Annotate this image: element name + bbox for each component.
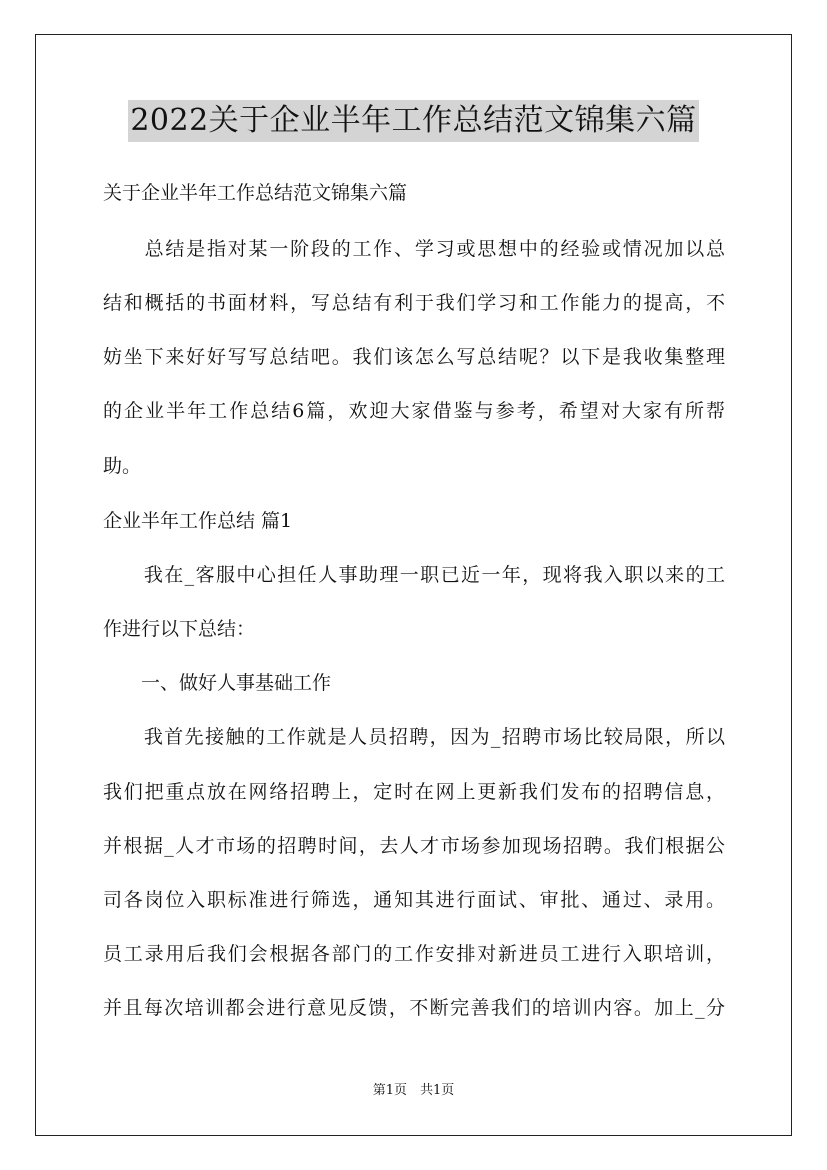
body-line: 结和概括的书面材料，写总结有利于我们学习和工作能力的提高，不 xyxy=(103,292,725,314)
body-line: 员工录用后我们会根据各部门的工作安排对新进员工进行入职培训， xyxy=(103,943,725,965)
body-line: 司各岗位入职标准进行筛选，通知其进行面试、审批、通过、录用。 xyxy=(103,889,725,911)
body-line: 我在_客服中心担任人事助理一职已近一年，现将我入职以来的工 xyxy=(103,564,725,586)
section-heading: 企业半年工作总结 篇1 xyxy=(103,510,293,532)
body-line: 妨坐下来好好写写总结吧。我们该怎么写总结呢？以下是我收集整理 xyxy=(103,346,725,368)
body-line: 总结是指对某一阶段的工作、学习或思想中的经验或情况加以总 xyxy=(103,238,725,260)
body-line: 助。 xyxy=(103,455,142,477)
title-container xyxy=(0,100,827,142)
document-title: 2022关于企业半年工作总结范文锦集六篇 xyxy=(128,100,698,142)
subsection-heading: 一、做好人事基础工作 xyxy=(103,672,332,694)
body-line: 并根据_人才市场的招聘时间，去人才市场参加现场招聘。我们根据公 xyxy=(103,835,725,857)
body-line: 我们把重点放在网络招聘上，定时在网上更新我们发布的招聘信息， xyxy=(103,781,725,803)
body-line: 的企业半年工作总结6篇，欢迎大家借鉴与参考，希望对大家有所帮 xyxy=(103,400,725,422)
body-line: 并且每次培训都会进行意见反馈，不断完善我们的培训内容。加上_分 xyxy=(103,997,725,1019)
body-line: 我首先接触的工作就是人员招聘，因为_招聘市场比较局限，所以 xyxy=(103,726,725,748)
body-line: 作进行以下总结： xyxy=(103,618,256,640)
page-indicator: 第1页 共1页 xyxy=(372,1083,455,1098)
subtitle-line: 关于企业半年工作总结范文锦集六篇 xyxy=(103,182,408,204)
